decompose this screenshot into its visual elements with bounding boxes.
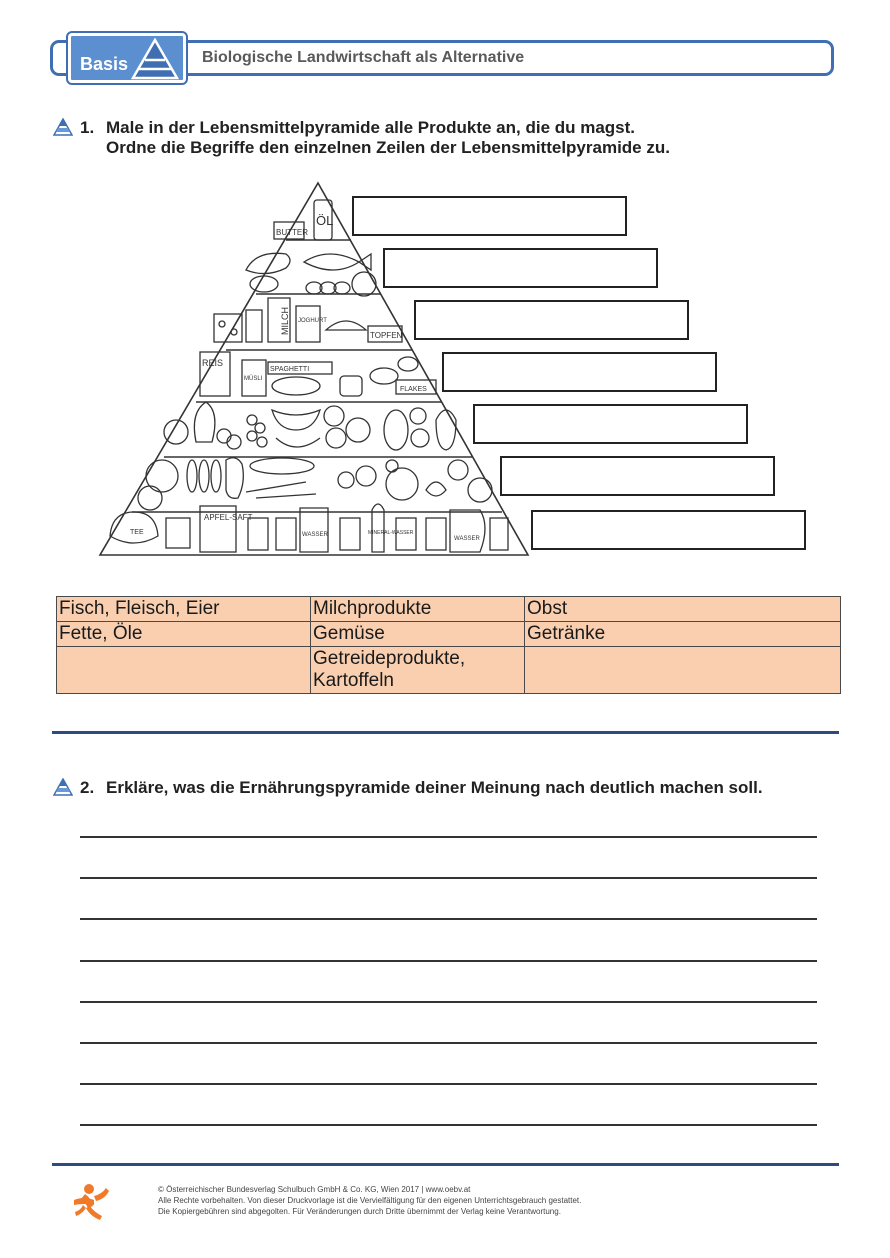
label-butter: BUTTER	[276, 228, 308, 237]
task1-number: 1.	[80, 118, 95, 137]
task1-instruction-line1: Male in der Lebensmittelpyramide alle Produkte an, die du magst.	[106, 118, 636, 137]
term-cell: Milchprodukte	[311, 597, 525, 622]
writing-line[interactable]	[80, 1124, 817, 1126]
writing-line[interactable]	[80, 877, 817, 879]
page-title: Biologische Landwirtschaft als Alternative	[202, 49, 525, 66]
pyramid-row-meat-fish-eggs	[246, 253, 376, 296]
label-spaghetti: SPAGHETTI	[270, 366, 310, 373]
answer-box-row-7[interactable]	[531, 510, 806, 550]
writing-line[interactable]	[80, 1042, 817, 1044]
task2-number: 2.	[80, 778, 95, 797]
writing-line[interactable]	[80, 836, 817, 838]
section-divider	[52, 731, 839, 734]
footer-line-3: Die Kopiergebühren sind abgegolten. Für Veränderungen durch Dritte übernimmt der Verlag keine Verantwortung.	[158, 1207, 561, 1216]
label-milch: MILCH	[280, 306, 290, 335]
term-table	[56, 596, 841, 694]
answer-box-row-1[interactable]	[352, 196, 627, 236]
task1-instruction-line2: Ordne die Begriffe den einzelnen Zeilen der Lebensmittelpyramide zu.	[106, 138, 670, 157]
label-joghurt: JOGHURT	[298, 318, 327, 324]
writing-line[interactable]	[80, 960, 817, 962]
publisher-logo-icon	[72, 1182, 110, 1220]
writing-line[interactable]	[80, 918, 817, 920]
writing-line[interactable]	[80, 1083, 817, 1085]
pyramid-row-dairy	[214, 298, 403, 342]
term-cell: Fisch, Fleisch, Eier	[57, 597, 311, 622]
writing-line[interactable]	[80, 1001, 817, 1003]
term-cell: Fette, Öle	[57, 622, 311, 647]
task2-instruction: Erkläre, was die Ernährungspyramide deiner Meinung nach deutlich machen soll.	[106, 778, 763, 797]
label-topfen: TOPFEN	[370, 331, 403, 340]
answer-box-row-6[interactable]	[500, 456, 775, 496]
term-cell: Obst	[525, 597, 841, 622]
term-cell: Gemüse	[311, 622, 525, 647]
footer-line-2: Alle Rechte vorbehalten. Von dieser Druckvorlage ist die Vervielfältigung für den eigenen Unterrichtsgebrauch gestattet.	[158, 1196, 582, 1205]
pyramid-triangle-icon	[131, 38, 179, 80]
term-cell	[525, 647, 841, 694]
label-wasser-2: WASSER	[454, 536, 480, 542]
label-reis: REIS	[202, 358, 224, 368]
pyramid-row-vegetables	[138, 458, 492, 510]
label-muesli: MÜSLI	[244, 376, 263, 382]
label-tee: TEE	[130, 529, 144, 536]
label-apfelsaft: APFEL-SAFT	[204, 513, 253, 522]
task-pyramid-icon	[53, 118, 73, 136]
pyramid-row-grains	[200, 352, 436, 396]
label-wasser-1: WASSER	[302, 532, 328, 538]
label-mineralwasser: MINERAL-WASSER	[368, 530, 414, 536]
answer-box-row-5[interactable]	[473, 404, 748, 444]
level-badge-label: Basis	[80, 54, 129, 74]
task-pyramid-icon	[53, 778, 73, 796]
label-oel: ÖL	[316, 213, 334, 228]
label-flakes: FLAKES	[400, 386, 427, 393]
term-cell: Getränke	[525, 622, 841, 647]
footer-line-1: © Österreichischer Bundesverlag Schulbuch GmbH & Co. KG, Wien 2017 | www.oebv.at	[158, 1185, 471, 1194]
answer-box-row-3[interactable]	[414, 300, 689, 340]
answer-box-row-4[interactable]	[442, 352, 717, 392]
table-row	[57, 647, 841, 694]
footer-copyright	[158, 1184, 581, 1217]
table-row	[57, 597, 841, 622]
pyramid-row-fruit	[164, 402, 456, 450]
table-row	[57, 622, 841, 647]
level-badge	[68, 33, 186, 83]
answer-box-row-2[interactable]	[383, 248, 658, 288]
term-cell: Getreideprodukte, Kartoffeln	[311, 647, 525, 694]
footer-divider	[52, 1163, 839, 1166]
term-cell	[57, 647, 311, 694]
